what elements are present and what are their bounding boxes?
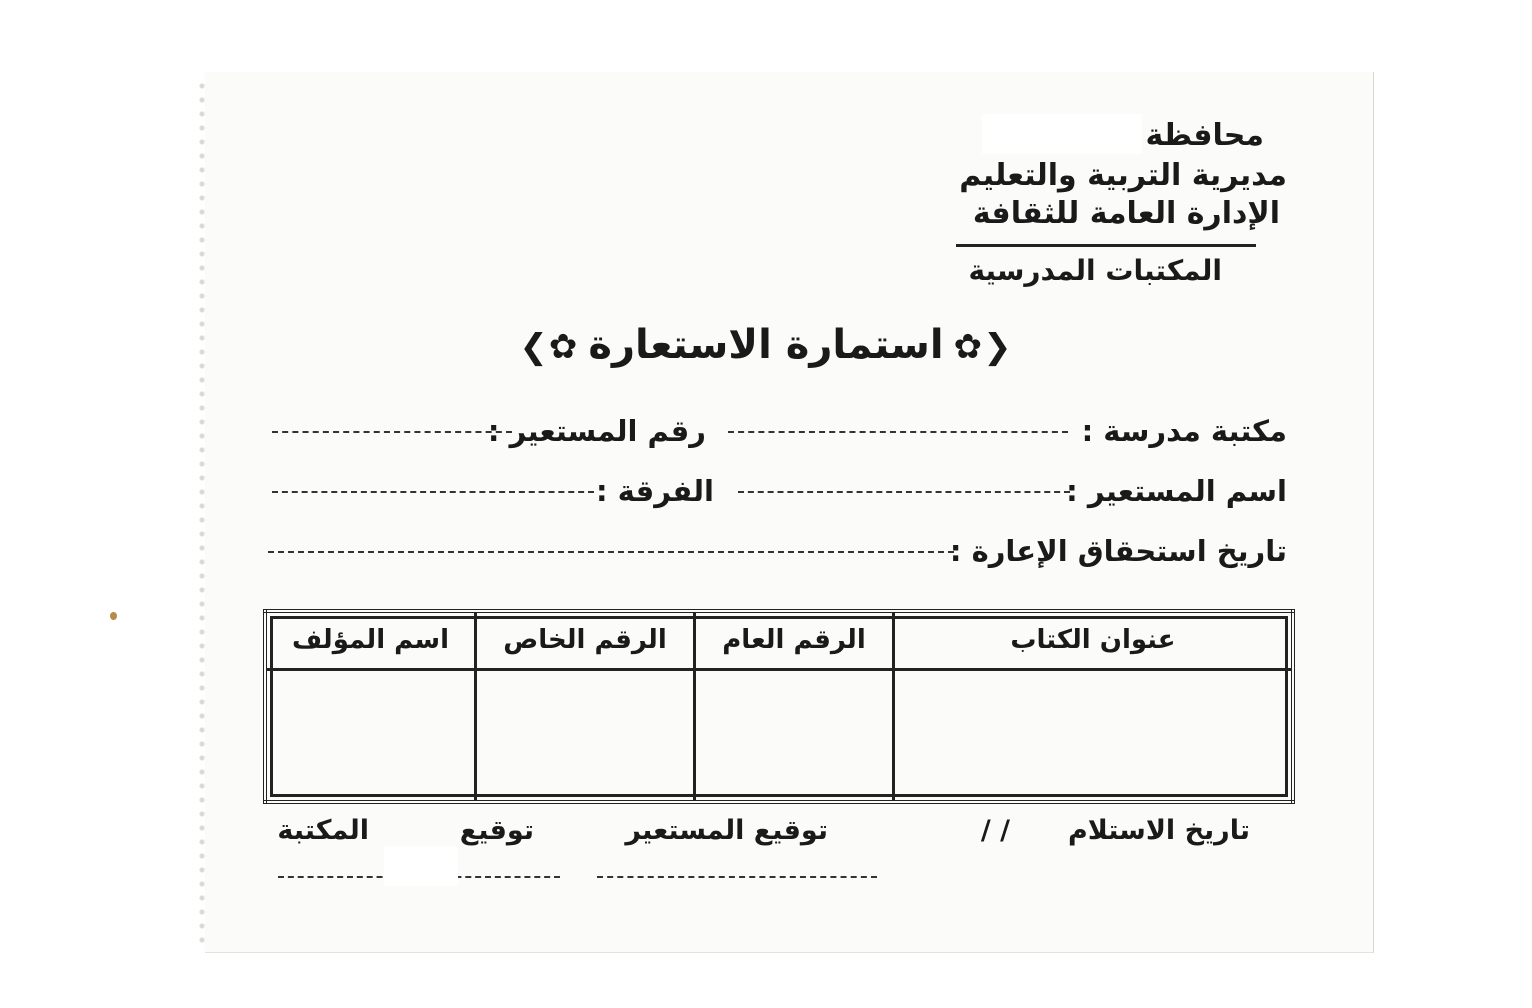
header-department: المكتبات المدرسية (968, 254, 1222, 287)
label-receipt-date: تاريخ الاستلام (1067, 815, 1250, 846)
cell-general-number[interactable] (695, 669, 894, 802)
borrower-signature-line[interactable] (597, 876, 877, 878)
paper-speck (110, 612, 117, 620)
header-administration: الإدارة العامة للثقافة (972, 196, 1280, 231)
cell-special-number[interactable] (476, 669, 695, 802)
col-special-number: الرقم الخاص (476, 611, 695, 669)
librarian-signature-prefix: توقيع (459, 815, 534, 846)
form-title-row (0, 322, 1532, 368)
label-librarian-signature (277, 815, 534, 846)
label-due-date: تاريخ استحقاق الإعارة : (949, 534, 1287, 568)
receipt-date-slashes[interactable]: / / (980, 815, 1010, 846)
header-divider (956, 244, 1256, 247)
redacted-signature-area (384, 846, 458, 886)
label-borrower-number: رقم المستعير : (487, 414, 706, 448)
form-title: استمارة الاستعارة (588, 322, 944, 368)
header-directorate: مديرية التربية والتعليم (959, 158, 1287, 193)
ornament-right-icon: ✿❯ (519, 327, 579, 367)
cell-author-name[interactable] (265, 669, 476, 802)
school-library-line[interactable] (728, 431, 1068, 433)
librarian-signature-suffix: المكتبة (277, 815, 369, 846)
books-table (263, 609, 1295, 804)
col-general-number: الرقم العام (695, 611, 894, 669)
label-class: الفرقة : (595, 474, 714, 508)
books-table-header-row (265, 611, 1293, 669)
cell-book-title[interactable] (894, 669, 1294, 802)
col-book-title: عنوان الكتاب (894, 611, 1294, 669)
ornament-left-icon: ❮✿ (953, 327, 1013, 367)
borrower-name-line[interactable] (738, 491, 1070, 493)
header-governorate: محافظة (1145, 118, 1264, 153)
due-date-line[interactable] (268, 551, 954, 553)
redacted-governorate-name (982, 114, 1142, 154)
label-borrower-name: اسم المستعير : (1066, 474, 1287, 508)
books-table-entry-row (265, 669, 1293, 802)
label-borrower-signature: توقيع المستعير (625, 815, 828, 846)
label-school-library: مكتبة مدرسة : (1081, 414, 1287, 448)
class-line[interactable] (272, 491, 594, 493)
borrower-number-line[interactable] (272, 431, 512, 433)
col-author-name: اسم المؤلف (265, 611, 476, 669)
